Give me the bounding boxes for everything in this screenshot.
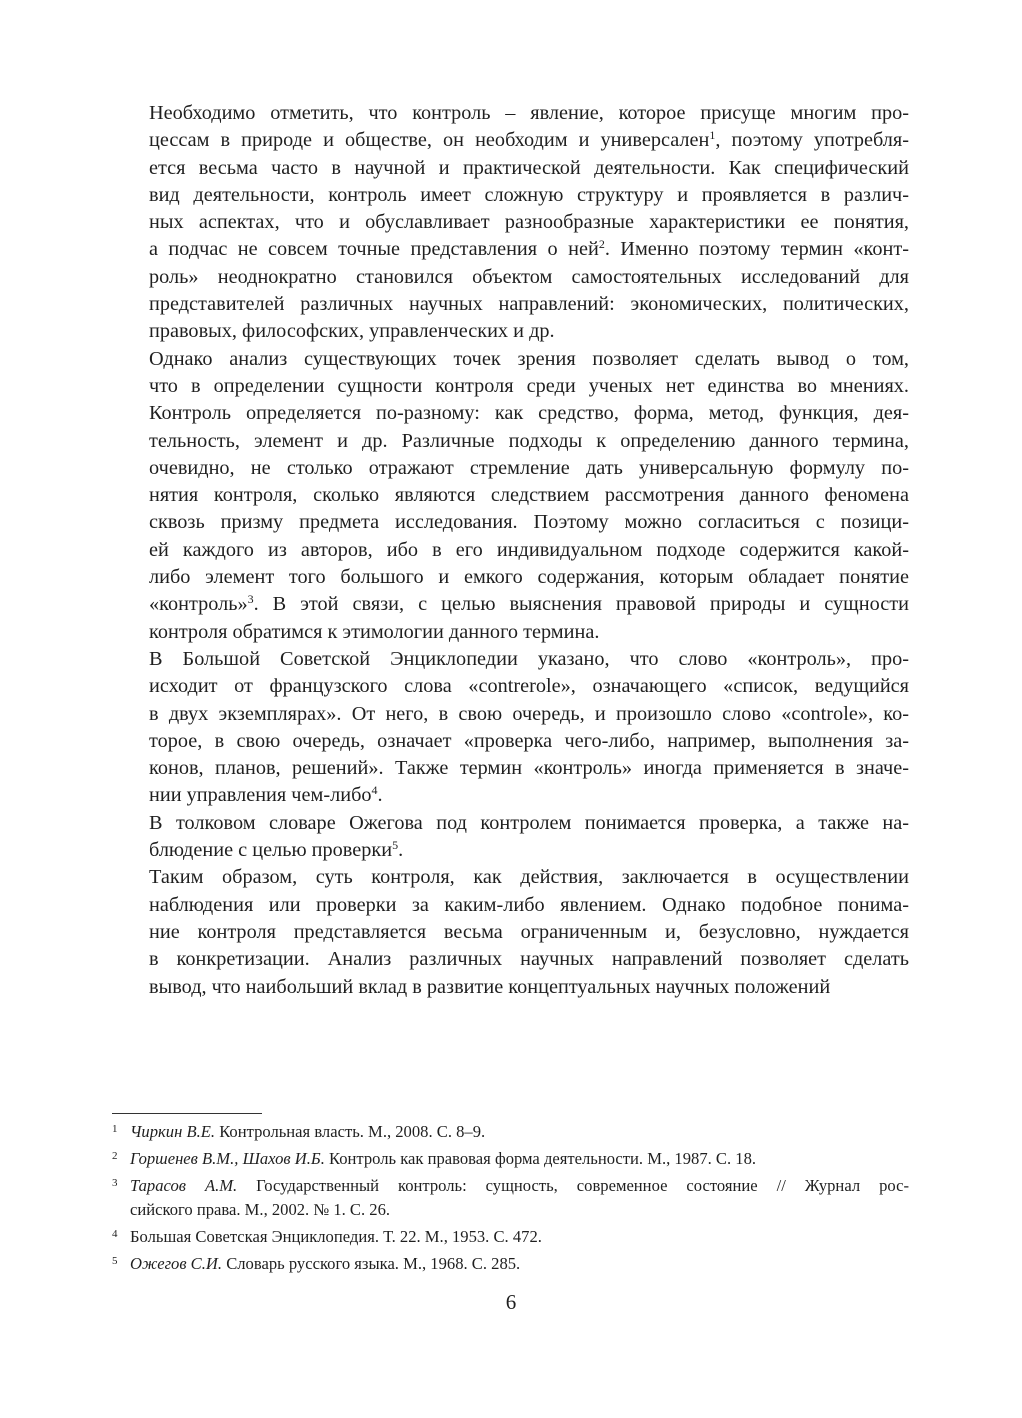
text-line: вид деятельности, контроль имеет сложную структуру и проявляется в различ- [149, 183, 909, 206]
text-line: цессам в природе и обществе, он необходим и универсален$^1$, поэтому употребля- [149, 128, 909, 152]
footnote-separator [112, 1113, 262, 1114]
footnote [112, 1174, 909, 1222]
text-line: а подчас не совсем точные представления о ней$^2$. Именно поэтому термин «конт- [149, 237, 909, 261]
text-line: Необходимо отметить, что контроль – явление, которое присуще многим про- [149, 102, 909, 124]
footnote [112, 1252, 909, 1276]
footnote-number: 2 [112, 1150, 118, 1162]
footnote-list [112, 1120, 909, 1276]
text-line: контроля обратимся к этимологии данного термина. [149, 620, 600, 643]
text-line: роль» неоднократно становился объектом самостоятельных исследований для [149, 265, 909, 288]
footnote-author: Ожегов С.И. [130, 1254, 223, 1273]
text-line: нии управления чем-либо$^4$. [149, 783, 383, 807]
text-line: Однако анализ существующих точек зрения позволяет сделать вывод о том, [149, 347, 909, 370]
footnote-ref: 1 [709, 128, 716, 143]
page-number: 6 [505, 1290, 517, 1314]
text-line: В толковом словаре Ожегова под контролем понимается проверка, а также на- [149, 811, 909, 834]
footnote-text: Контрольная власть. М., 2008. С. 8–9. [215, 1122, 486, 1141]
text-line: ей каждого из авторов, ибо в его индивидуальном подходе содержится какой- [149, 538, 909, 561]
footnote [112, 1147, 909, 1171]
text-line: блюдение с целью проверки$^5$. [149, 838, 404, 862]
footnote-author: Горшенев В.М., Шахов И.Б. [130, 1149, 325, 1168]
text-line: тельность, элемент и др. Различные подходы к определению данного термина, [149, 429, 909, 452]
footnote-ref: 2 [598, 237, 605, 252]
footnote [112, 1120, 909, 1144]
text-line: нятия контроля, сколько являются следствием рассмотрения данного феномена [149, 484, 909, 507]
text-line: Таким образом, суть контроля, как действия, заключается в осуществлении [149, 866, 909, 889]
footnote-author: Тарасов А.М. [130, 1176, 238, 1195]
paragraphs [112, 100, 909, 1001]
text-line: наблюдения или проверки за каким-либо явлением. Однако подобное понима- [149, 893, 909, 916]
footnote [112, 1225, 909, 1249]
footnote-text: Контроль как правовая форма деятельности. М., 1987. С. 18. [324, 1149, 757, 1168]
text-line: исходит от французского слова «contrerole», означающего «список, ведущийся [149, 675, 909, 698]
text-line: сквозь призму предмета исследования. Поэтому можно согласиться с позици- [149, 511, 909, 534]
text-line: что в определении сущности контроля среди ученых нет единства во мнениях. [149, 374, 909, 397]
footnote-text: сийского права. М., 2002. № 1. С. 26. [130, 1200, 391, 1219]
footnote-author: Чиркин В.Е. [130, 1122, 216, 1141]
footnote-ref: 5 [392, 838, 399, 853]
text-line: вывод, что наибольший вклад в развитие концептуальных научных положений [149, 975, 831, 998]
paragraph [112, 100, 909, 346]
footnote-number: 5 [112, 1255, 118, 1267]
footnote-number: 3 [112, 1177, 118, 1189]
text-line: ных аспектах, что и обуславливает разнообразные характеристики ее понятия, [149, 211, 909, 234]
text-line: в двух экземплярах». От него, в свою очередь, и произошло слово «controle», ко- [149, 702, 909, 725]
footnote-line [130, 1147, 909, 1171]
footnote-line [130, 1252, 909, 1276]
text-line: в конкретизации. Анализ различных научных направлений позволяет сделать [149, 948, 909, 971]
footnote-line [130, 1120, 909, 1144]
footnotes [112, 1120, 909, 1279]
paragraph [112, 646, 909, 810]
footnote-number: 1 [112, 1123, 118, 1135]
footnote-text: Государственный контроль: сущность, современное состояние // Журнал рос- [237, 1176, 909, 1195]
text-line: очевидно, не столько отражают стремление дать универсальную формулу по- [149, 456, 909, 479]
paragraph [112, 346, 909, 646]
paragraph [112, 810, 909, 865]
text-line: правовых, философских, управленческих и др. [149, 320, 555, 343]
text-line: торое, в свою очередь, означает «проверка чего-либо, например, выполнения за- [149, 729, 909, 752]
text-line: конов, планов, решений». Также термин «контроль» иногда применяется в значе- [149, 757, 909, 780]
text-line: либо элемент того большого и емкого содержания, которым обладает понятие [149, 566, 909, 589]
footnote-ref: 4 [371, 783, 378, 798]
footnote-line [130, 1174, 909, 1198]
footnote-text: Словарь русского языка. М., 1968. С. 285. [222, 1254, 521, 1273]
text-line: ется весьма часто в научной и практической деятельности. Как специфический [149, 156, 909, 179]
text-line: представителей различных научных направлений: экономических, политических, [149, 293, 909, 316]
footnote-ref: 3 [247, 592, 254, 607]
body-text [112, 100, 909, 1001]
footnote-text: Большая Советская Энциклопедия. Т. 22. М., 1953. С. 472. [130, 1227, 542, 1246]
footnote-line [130, 1198, 909, 1222]
paragraph [112, 864, 909, 1000]
text-line: В Большой Советской Энциклопедии указано, что слово «контроль», про- [149, 647, 909, 670]
footnote-line [130, 1225, 909, 1249]
text-line: ние контроля представляется весьма ограниченным и, безусловно, нуждается [149, 920, 909, 943]
text-line: «контроль»$^3$. В этой связи, с целью выяснения правовой природы и сущности [149, 592, 909, 616]
footnote-number: 4 [112, 1228, 118, 1240]
text-line: Контроль определяется по-разному: как средство, форма, метод, функция, дея- [149, 402, 909, 425]
